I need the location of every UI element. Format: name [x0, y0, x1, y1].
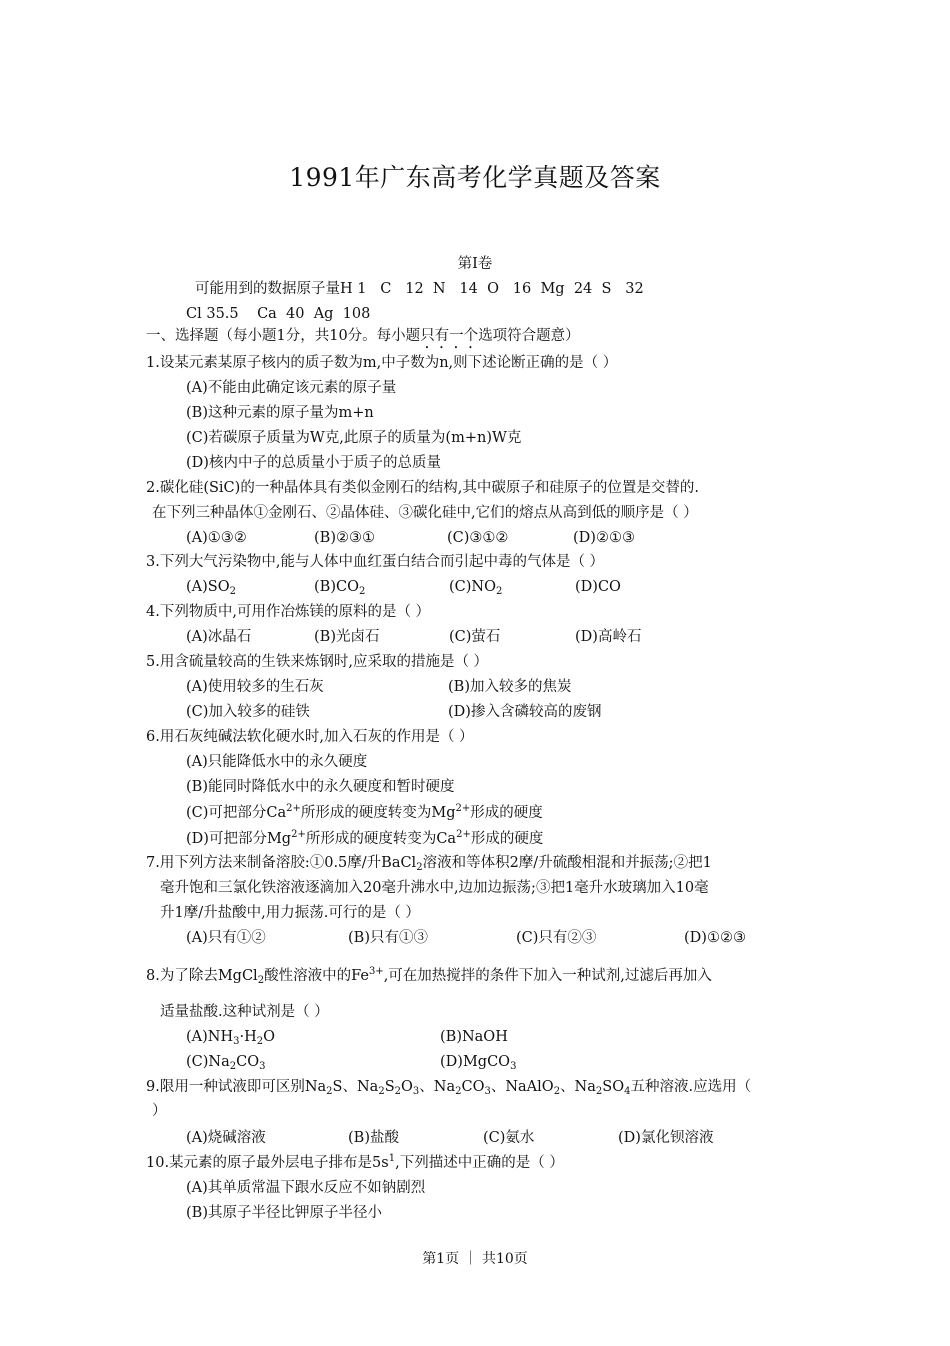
question-10-option-a: (A)其单质常温下跟水反应不如钠剧烈	[186, 1180, 426, 1196]
question-9-options: (A)烧碱溶液 (B)盐酸 (C)氨水 (D)氯化钡溶液	[186, 1130, 714, 1146]
question-1-stem: 1.设某元素某原子核内的质子数为m,中子数为n,则下述论断正确的是（ ）	[146, 355, 618, 371]
question-5-options-ab: (A)使用较多的生石灰 (B)加入较多的焦炭	[186, 679, 572, 695]
question-7-stem-2: 毫升饱和三氯化铁溶液逐滴加入20毫升沸水中,边加边振荡;③把1毫升水玻璃加入10毫	[160, 880, 709, 896]
question-2-stem-2: 在下列三种晶体①金刚石、②晶体硅、③碳化硅中,它们的熔点从高到低的顺序是（ ）	[152, 505, 698, 521]
question-1-option-b: (B)这种元素的原子量为m+n	[186, 405, 374, 421]
question-10-stem: 10.某元素的原子最外层电子排布是$5s^1$,下列描述中正确的是（ ）	[146, 1153, 564, 1171]
question-6-stem: 6.用石灰纯碱法软化硬水时,加入石灰的作用是（ ）	[146, 729, 474, 745]
question-3-options: $(A)SO_2$ $(B)CO_2$ $(C)NO_2$ (D)CO	[186, 579, 621, 597]
question-8-stem-1: 8.为了除去MgCl$_2$酸性溶液中的$Fe^{3+}$,可在加热搅拌的条件下加入一种试剂,过滤后再加入	[146, 966, 712, 986]
question-9-stem-1: 9.限用一种试液即可区别$Na_2S$、$Na_2S_2O_3$、$Na_2CO_3$、NaAlO$_2$、$Na_2SO_4$五种溶液.应选用（	[146, 1079, 752, 1097]
question-6-option-a: (A)只能降低水中的永久硬度	[186, 754, 368, 770]
question-1-option-d: (D)核内中子的总质量小于质子的总质量	[186, 455, 441, 471]
question-1-option-c: (C)若碳原子质量为W克,此原子的质量为(m+n)W克	[186, 430, 522, 446]
question-2-options: (A)①③② (B)②③① (C)③①② (D)②①③	[186, 530, 635, 546]
question-2-stem-1: 2.碳化硅(SiC)的一种晶体具有类似金刚石的结构,其中碳原子和硅原子的位置是交替的.	[146, 480, 700, 496]
question-8-options-cd: $(C)Na_2CO_3$ (D)MgCO$_3$	[186, 1054, 517, 1072]
atomic-mass-line-1: 可能用到的数据原子量H 1 C 12 N 14 O 16 Mg 24 S 32	[195, 281, 644, 297]
question-6-option-c: (C)可把部分$Ca^{2+}$所形成的硬度转变为$Mg^{2+}$形成的硬度	[186, 803, 543, 821]
question-9-stem-2: ）	[152, 1103, 167, 1119]
question-7-stem-3: 升1摩/升盐酸中,用力振荡.可行的是（ ）	[160, 905, 420, 921]
document-title: 1991年广东高考化学真题及答案	[289, 163, 661, 192]
atomic-mass-line-2: Cl 35.5 Ca 40 Ag 108	[186, 306, 371, 322]
question-7-stem-1: 7.用下列方法来制备溶胶:①0.5摩/升BaCl$_2$溶液和等体积2摩/升硫酸相混和并振荡;②把1	[146, 855, 712, 873]
question-3-stem: 3.下列大气污染物中,能与人体中血红蛋白结合而引起中毒的气体是（ ）	[146, 554, 605, 570]
question-8-options-ab: $(A)NH_3\cdot H_2O$ (B)NaOH	[186, 1029, 508, 1047]
question-4-stem: 4.下列物质中,可用作冶炼镁的原料的是（ ）	[146, 604, 431, 620]
question-10-option-b: (B)其原子半径比钾原子半径小	[186, 1205, 382, 1221]
question-1-option-a: (A)不能由此确定该元素的原子量	[186, 380, 397, 396]
part-one-heading: 一、选择题（每小题1分，共10分。每小题只有一个选项符合题意）	[146, 328, 580, 344]
question-5-stem: 5.用含硫量较高的生铁来炼钢时,应采取的措施是（ ）	[146, 654, 489, 670]
question-7-options: (A)只有①② (B)只有①③ (C)只有②③ (D)①②③	[186, 930, 746, 946]
question-6-option-b: (B)能同时降低水中的永久硬度和暂时硬度	[186, 779, 455, 795]
section-heading: 第Ⅰ卷	[457, 256, 493, 272]
question-6-option-d: (D)可把部分$Mg^{2+}$所形成的硬度转变为$Ca^{2+}$形成的硬度	[186, 829, 544, 847]
question-8-stem-2: 适量盐酸.这种试剂是（ ）	[160, 1004, 329, 1020]
page-footer: 第1页 ｜ 共10页	[422, 1251, 528, 1267]
question-4-options: (A)冰晶石 (B)光卤石 (C)萤石 (D)高岭石	[186, 629, 642, 645]
question-5-options-cd: (C)加入较多的硅铁 (D)掺入含磷较高的废钢	[186, 704, 602, 720]
